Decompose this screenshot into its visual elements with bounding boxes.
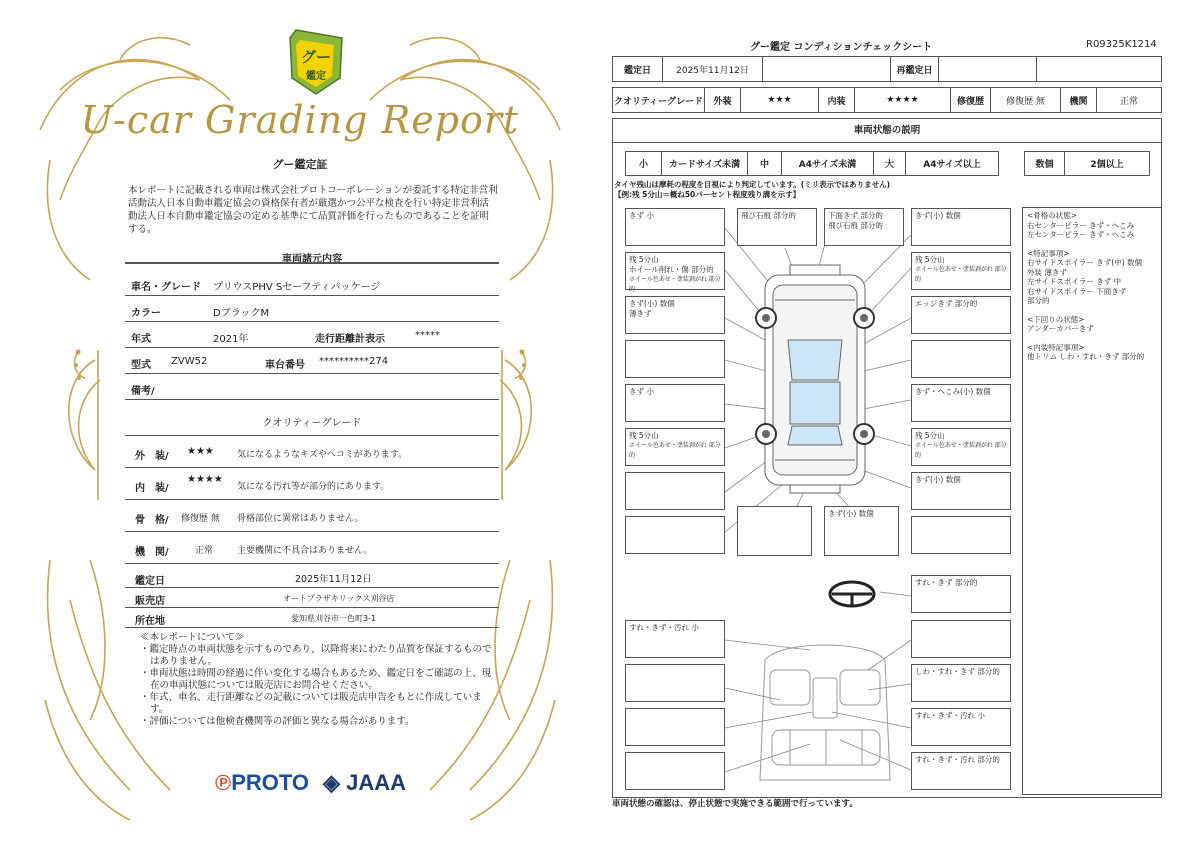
car-top-view-icon bbox=[765, 265, 865, 493]
car-interior-view-icon bbox=[760, 645, 890, 780]
row-name bbox=[125, 270, 499, 296]
size-large-desc: A4サイズ以上 bbox=[923, 160, 981, 170]
jaaa-emblem-icon: ◈ bbox=[323, 770, 340, 795]
interior-box bbox=[625, 752, 725, 790]
size-small: 小 bbox=[626, 152, 662, 175]
engine-value: 正常 bbox=[195, 546, 214, 556]
report-notes bbox=[140, 632, 500, 728]
exterior-text: 気になるようなキズやヘコミがあります。 bbox=[237, 450, 408, 460]
sheet-ext-label: 外装 bbox=[705, 88, 741, 112]
sheet-int-value: ★★★★ bbox=[855, 88, 951, 112]
chassis-label: 車台番号 bbox=[265, 360, 305, 371]
condition-notes: <骨格の状態> 右センターピラー きず・へこみ 左センターピラー きず・へこみ <特記事項> 右サイドスポイラー きず(中) 数個 外装 薄きず 左サイドスポイラー きず 中 右サイドスポイラー 下面きず 部分的 <下回りの状態> アンダーカバーきず <内装特記事項> 他トリム しわ・すれ・きず 部分的 bbox=[1022, 207, 1162, 795]
sheet-repair-label: 修復歴 bbox=[951, 88, 991, 112]
certificate-statement: 本レポートに記載される車両は株式会社プロトコーポレーションが委託する特定非営利活動法人日本自動車鑑定協会の資格保有者が厳選かつ公平な検査を行い特定非営利活動法人日本自動車鑑定協会の定める基準にて品質評価を行ったものであることを証明する。 bbox=[128, 185, 498, 235]
damage-box bbox=[911, 340, 1011, 378]
chassis-value: **********274 bbox=[319, 356, 389, 367]
sheet-title: グー鑑定 コンディションチェックシート bbox=[750, 42, 933, 53]
sheet-date-value: 2025年11月12日 bbox=[663, 57, 763, 81]
size-large: 大 bbox=[874, 152, 906, 175]
grade-heading: クオリティーグレード bbox=[262, 418, 362, 429]
frame-value: 修復歴 無 bbox=[181, 514, 220, 524]
proto-logo: ℗PROTO bbox=[215, 770, 310, 795]
row-interior bbox=[125, 468, 499, 500]
tyre-box: 残 5分山 ホイール色あせ・塗装剥がれ 部分的 bbox=[911, 428, 1011, 466]
size-mid: 中 bbox=[748, 152, 782, 175]
color-label: カラー bbox=[131, 308, 161, 319]
row-year bbox=[125, 322, 499, 348]
size-mid-desc: A4サイズ未満 bbox=[782, 152, 874, 175]
model-value: ZVW52 bbox=[171, 356, 208, 367]
interior-label: 内 装/ bbox=[135, 483, 169, 494]
damage-box: 飛び石痕 部分的 bbox=[737, 208, 817, 246]
mileage-value: ***** bbox=[415, 330, 440, 341]
interior-box bbox=[625, 664, 725, 702]
tyre-box: 残 5分山 ホイール色あせ・塗装剥がれ 部分的 bbox=[911, 252, 1011, 290]
mileage-label: 走行距離計表示 bbox=[315, 334, 385, 345]
note-item: ・年式、車名、走行距離などの記載については販売店申告をもとに作成しています。 bbox=[140, 692, 482, 715]
shop-value: オートプラザキリックス刈谷店 bbox=[283, 594, 395, 603]
address-value: 愛知県刈谷市一色町3-1 bbox=[291, 614, 377, 623]
footer-logos bbox=[215, 770, 406, 796]
damage-box: きず(小) 数個 薄きず bbox=[625, 296, 725, 334]
row-frame bbox=[125, 500, 499, 532]
tyre-note-line-1: タイヤ残山は摩耗の程度を目視により判定しています。(ミリ表示ではありません) bbox=[614, 180, 891, 189]
engine-text: 主要機関に不具合はありません。 bbox=[237, 546, 373, 556]
row-address bbox=[125, 608, 499, 628]
shop-label: 販売店 bbox=[135, 596, 165, 607]
interior-box: すれ・きず 部分的 bbox=[911, 575, 1011, 613]
engine-label: 機 関/ bbox=[135, 547, 169, 558]
name-label: 車名・グレード bbox=[131, 282, 201, 293]
tyre-box: 残 5分山 ホイール色あせ・塗装剥がれ 部分的 bbox=[625, 428, 725, 466]
sheet-engine-label: 機関 bbox=[1061, 88, 1097, 112]
count-label: 数個 bbox=[1025, 152, 1065, 175]
condition-check-sheet bbox=[600, 0, 1200, 848]
damage-box bbox=[625, 472, 725, 510]
sheet-engine-value: 正常 bbox=[1119, 96, 1138, 107]
sheet-repair-value: 修復歴 無 bbox=[991, 88, 1061, 112]
goo-kantei-badge-icon bbox=[290, 30, 342, 94]
sheet-grade-label: クオリティーグレード bbox=[613, 88, 705, 112]
interior-box: すれ・きず・汚れ 小 bbox=[911, 708, 1011, 746]
date-label: 鑑定日 bbox=[135, 576, 165, 587]
note-item: ・車両状態は時間の経過に伴い変化する場合もあるため、鑑定日をご確認の上、現在の車両状態については販売店にお問合せください。 bbox=[140, 668, 492, 691]
interior-box bbox=[625, 708, 725, 746]
damage-box: 下面きず 部分的 飛び石痕 部分的 bbox=[824, 208, 904, 246]
notes-title: ≪本レポートについて≫ bbox=[140, 632, 245, 643]
count-desc: 2個以上 bbox=[1090, 160, 1124, 170]
frame-label: 骨 格/ bbox=[135, 515, 169, 526]
exterior-label: 外 装/ bbox=[135, 451, 169, 462]
row-shop bbox=[125, 588, 499, 608]
damage-box: きず・へこみ(小) 数個 bbox=[911, 384, 1011, 422]
steering-wheel-icon bbox=[830, 582, 874, 606]
interior-box: しわ・すれ・きず 部分的 bbox=[911, 664, 1011, 702]
address-label: 所在地 bbox=[135, 616, 165, 627]
interior-box: すれ・きず・汚れ 部分的 bbox=[911, 752, 1011, 790]
color-value: DブラックM bbox=[213, 308, 270, 319]
name-value: プリウスPHV Sセーフティパッケージ bbox=[213, 282, 381, 293]
interior-notes-title: <内装特記事項> bbox=[1027, 342, 1085, 352]
interior-box bbox=[911, 620, 1011, 658]
interior-text: 気になる汚れ等が部分的にあります。 bbox=[237, 482, 390, 492]
row-remarks bbox=[125, 374, 499, 400]
date-value: 2025年11月12日 bbox=[295, 574, 372, 585]
special-notes-title: <特記事項> bbox=[1027, 248, 1070, 258]
badge-top-text: グー bbox=[300, 48, 332, 66]
frame-notes-title: <骨格の状態> bbox=[1027, 211, 1078, 220]
tyre-note-line-2: 【例:残 5分山＝概ね50パーセント程度残り溝を示す】 bbox=[614, 190, 801, 199]
sheet-ext-value: ★★★ bbox=[741, 88, 819, 112]
jaaa-logo: ◈ JAAA bbox=[323, 770, 406, 795]
row-exterior bbox=[125, 436, 499, 468]
interior-box: すれ・きず・汚れ 小 bbox=[625, 620, 725, 658]
damage-box: きず(小) 数個 bbox=[911, 472, 1011, 510]
damage-box bbox=[625, 516, 725, 554]
sheet-int-label: 内装 bbox=[819, 88, 855, 112]
note-item: ・鑑定時点の車両状態を示すものであり、以降将来にわたり品質を保証するものではありません。 bbox=[140, 644, 492, 667]
model-label: 型式 bbox=[131, 360, 151, 371]
badge-bottom-text: 鑑定 bbox=[306, 71, 326, 82]
interior-stars: ★★★★ bbox=[187, 474, 223, 485]
note-item: ・評価については他検査機関等の評価と異なる場合があります。 bbox=[140, 716, 415, 727]
proto-p-icon: ℗ bbox=[215, 770, 232, 795]
damage-box bbox=[911, 516, 1011, 554]
row-grade-heading bbox=[125, 404, 499, 436]
damage-box: きず(小) 数個 bbox=[911, 208, 1011, 246]
damage-box: きず 小 bbox=[625, 384, 725, 422]
sheet-footer: 車両状態の確認は、停止状態で実施できる範囲で行っています。 bbox=[612, 799, 858, 809]
row-color bbox=[125, 296, 499, 322]
frame-text: 骨格部位に異常はありません。 bbox=[237, 514, 364, 524]
row-date bbox=[125, 564, 499, 588]
report-title: U-car Grading Report bbox=[80, 98, 520, 142]
redate-label: 再鑑定日 bbox=[891, 57, 939, 81]
under-notes-title: <下回りの状態> bbox=[1027, 314, 1085, 324]
certificate-subtitle: グー鑑定証 bbox=[272, 158, 328, 171]
row-engine bbox=[125, 532, 499, 564]
remarks-label: 備考/ bbox=[131, 386, 155, 397]
sheet-code: R09325K1214 bbox=[1086, 39, 1157, 50]
damage-box: エッジきず 部分的 bbox=[911, 296, 1011, 334]
damage-box: きず(小) 数個 bbox=[824, 506, 899, 556]
damage-box: きず 小 bbox=[625, 208, 725, 246]
row-model bbox=[125, 348, 499, 374]
exterior-stars: ★★★ bbox=[187, 446, 214, 457]
damage-box bbox=[737, 506, 812, 556]
section-title: 車両状態の説明 bbox=[613, 119, 1161, 143]
tyre-box: 残 5分山 ホイール削れ・傷 部分的 ホイール色あせ・塗装剥がれ 部分的 bbox=[625, 252, 725, 290]
year-value: 2021年 bbox=[213, 334, 249, 345]
spec-heading: 車両諸元内容 bbox=[282, 254, 342, 265]
year-label: 年式 bbox=[131, 334, 151, 345]
size-small-desc: カードサイズ未満 bbox=[662, 152, 748, 175]
sheet-date-label: 鑑定日 bbox=[613, 57, 663, 81]
damage-box bbox=[625, 340, 725, 378]
